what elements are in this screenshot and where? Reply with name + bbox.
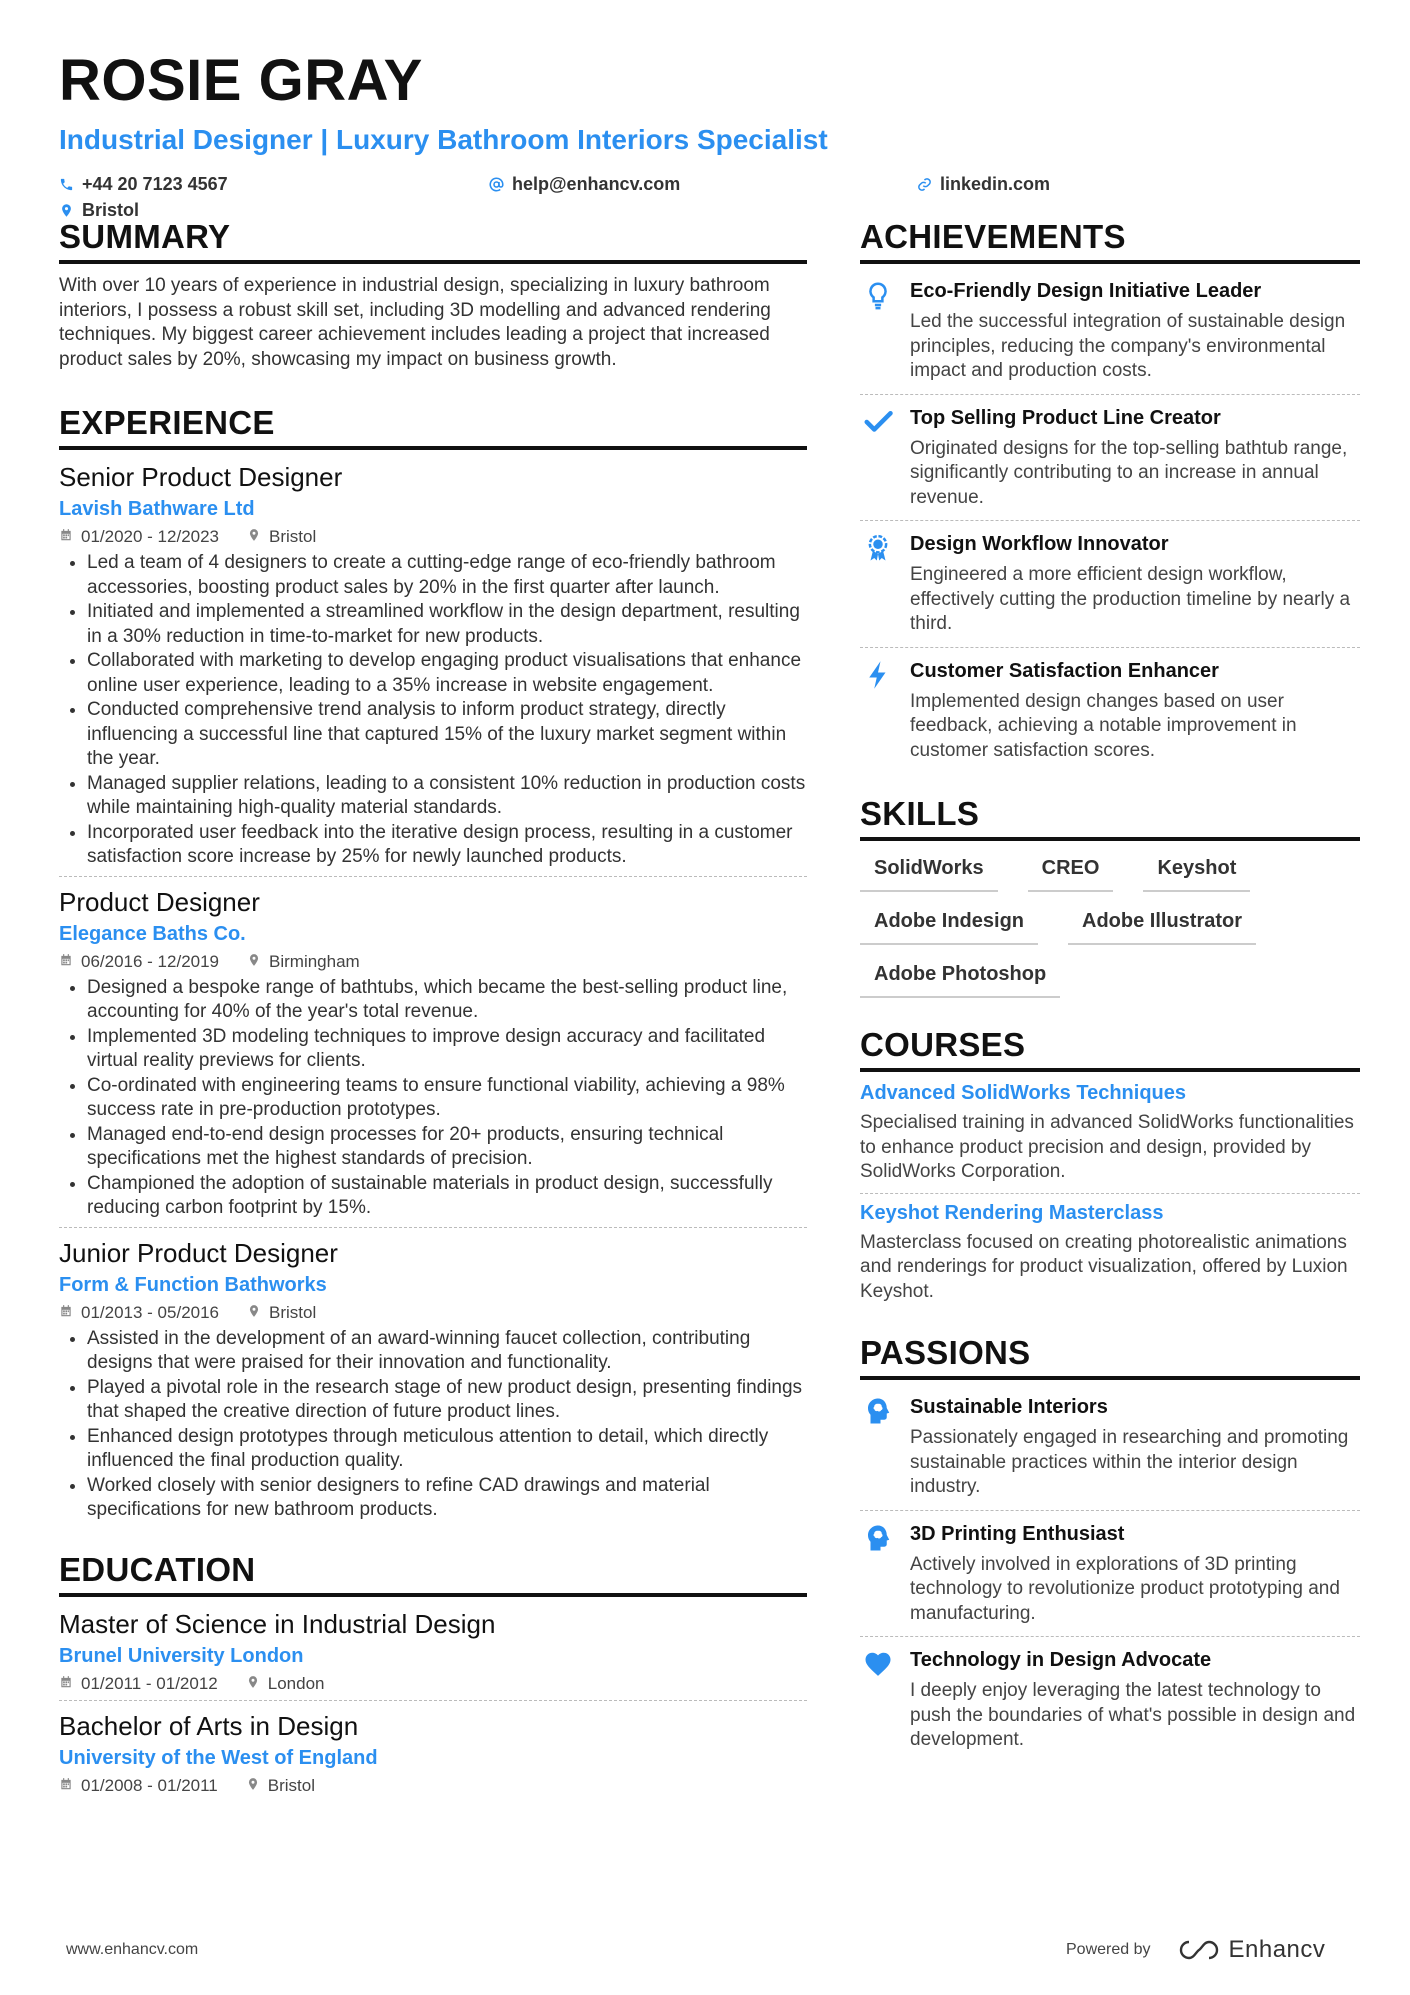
location-text: Birmingham bbox=[269, 951, 360, 971]
date-location-row bbox=[59, 527, 807, 547]
achievement-description: Originated designs for the top-selling bathtub range, significantly contributing to an increase in annual revenue. bbox=[910, 437, 1348, 508]
achievement-body bbox=[910, 658, 1360, 764]
job-entry bbox=[59, 460, 807, 877]
bullet-item: • Managed end-to-end design processes for 20+ products, ensuring technical specifications met the highest standards of precision. bbox=[87, 1123, 807, 1172]
passion-item bbox=[860, 1637, 1360, 1763]
course-entry bbox=[860, 1194, 1360, 1313]
bullet-item: • Assisted in the development of an award-winning faucet collection, contributing designs that were praised for their innovation and functionality. bbox=[87, 1327, 807, 1376]
course-entry bbox=[860, 1074, 1360, 1194]
bullet-item: • Incorporated user feedback into the iterative design process, resulting in a customer satisfaction score increase by 25% for newly launched products. bbox=[87, 821, 807, 870]
location-pin-icon bbox=[246, 1776, 260, 1796]
right-column bbox=[860, 218, 1360, 1763]
date-range bbox=[59, 952, 219, 972]
passion-title: 3D Printing Enthusiast bbox=[910, 1522, 1125, 1545]
location-pin-icon bbox=[247, 527, 261, 547]
skills-list bbox=[860, 841, 1360, 998]
passion-body bbox=[910, 1647, 1360, 1753]
enhancv-logo-icon bbox=[1177, 1938, 1221, 1962]
brand-name: Enhancv bbox=[1228, 1936, 1326, 1963]
achievement-title: Design Workflow Innovator bbox=[910, 533, 1169, 555]
passion-body bbox=[910, 1394, 1360, 1500]
courses-heading: COURSES bbox=[860, 1026, 1360, 1072]
education-entry bbox=[59, 1709, 807, 1802]
footer-website[interactable]: www.enhancv.com bbox=[66, 1941, 199, 1958]
skills-heading: SKILLS bbox=[860, 795, 1360, 841]
company-name[interactable]: Lavish Bathware Ltd bbox=[59, 498, 255, 520]
location-text: Bristol bbox=[267, 1775, 315, 1795]
date-text: 01/2013 - 05/2016 bbox=[81, 1302, 220, 1322]
education-heading: EDUCATION bbox=[59, 1551, 807, 1597]
passion-description: Actively involved in explorations of 3D printing technology to revolutionize product prototyping and manufacturing. bbox=[910, 1553, 1340, 1624]
job-entry bbox=[59, 885, 807, 1228]
job-location bbox=[247, 1303, 316, 1323]
job-location bbox=[246, 1674, 325, 1694]
school-name[interactable]: Brunel University London bbox=[59, 1644, 304, 1667]
passion-title: Sustainable Interiors bbox=[910, 1396, 1108, 1418]
heart-icon bbox=[860, 1647, 896, 1753]
skill-tag: Keyshot bbox=[1143, 853, 1250, 892]
date-text: 01/2011 - 01/2012 bbox=[81, 1673, 218, 1693]
location-text: Bristol bbox=[82, 200, 140, 220]
bullet-item: • Designed a bespoke range of bathtubs, which became the best-selling product line, accounting for 40% of the year's total revenue. bbox=[87, 976, 807, 1025]
course-description: Specialised training in advanced SolidWorks functionalities to enhance product precision and design, provided by SolidWorks Corporation. bbox=[860, 1112, 1354, 1182]
passions-heading: PASSIONS bbox=[860, 1334, 1360, 1380]
achievement-item bbox=[860, 268, 1360, 395]
education-entry bbox=[59, 1607, 807, 1701]
job-role: Junior Product Designer bbox=[59, 1237, 338, 1268]
date-range bbox=[59, 1776, 218, 1796]
bullet-item: • Co-ordinated with engineering teams to ensure functional viability, achieving a 98% success rate in pre-production prototypes. bbox=[87, 1074, 807, 1123]
achievement-body bbox=[910, 278, 1360, 384]
job-role: Senior Product Designer bbox=[59, 462, 343, 492]
passions-list bbox=[860, 1384, 1360, 1763]
powered-by-text: Powered by bbox=[1066, 1941, 1151, 1958]
candidate-title: Industrial Designer | Luxury Bathroom Interiors Specialist bbox=[59, 124, 828, 155]
link-icon bbox=[917, 177, 932, 192]
bullet-item: • Enhanced design prototypes through meticulous attention to detail, which directly influenced the final production quality. bbox=[87, 1425, 807, 1474]
achievement-body bbox=[910, 405, 1360, 511]
job-location bbox=[247, 527, 316, 547]
at-sign-icon bbox=[489, 177, 504, 192]
summary-text: With over 10 years of experience in industrial design, specializing in luxury bathroom interiors, I possess a robust skill set, including 3D modelling and advanced rendering techniques. My biggest career achievement includes leading a project that increased product sales by 20%, showcasing my impact on business growth. bbox=[59, 275, 771, 370]
job-role: Product Designer bbox=[59, 886, 260, 917]
date-range bbox=[59, 527, 219, 547]
job-entry bbox=[59, 1236, 807, 1529]
achievement-description: Led the successful integration of sustainable design principles, reducing the company's environmental impact and production costs. bbox=[910, 311, 1346, 381]
skill-tag: CREO bbox=[1028, 853, 1114, 892]
location-pin-icon bbox=[247, 1303, 261, 1323]
location-pin-icon bbox=[247, 952, 261, 972]
company-name[interactable]: Form & Function Bathworks bbox=[59, 1273, 327, 1296]
job-bullets bbox=[59, 551, 807, 870]
lightning-bolt-icon bbox=[860, 658, 896, 764]
passion-item bbox=[860, 1384, 1360, 1511]
passion-body bbox=[910, 1521, 1360, 1627]
achievement-body bbox=[910, 531, 1360, 637]
achievement-item bbox=[860, 648, 1360, 774]
candidate-name: ROSIE GRAY bbox=[59, 48, 423, 113]
location-text: Bristol bbox=[269, 1302, 317, 1322]
location-text: Bristol bbox=[269, 527, 317, 546]
bullet-item: • Managed supplier relations, leading to a consistent 10% reduction in production costs while maintaining high-quality material standards. bbox=[87, 772, 807, 821]
course-description: Masterclass focused on creating photorealistic animations and renderings for product visualization, offered by Luxion Keyshot. bbox=[860, 1231, 1348, 1302]
achievement-description: Engineered a more efficient design workflow, effectively cutting the production timeline by nearly a third. bbox=[910, 564, 1351, 634]
head-brain-icon bbox=[860, 1394, 896, 1500]
calendar-icon bbox=[59, 952, 73, 972]
experience-list bbox=[59, 460, 807, 1529]
date-location-row bbox=[59, 1674, 807, 1694]
date-text: 01/2008 - 01/2011 bbox=[81, 1775, 218, 1795]
contact-linkedin[interactable] bbox=[917, 174, 1050, 195]
job-location bbox=[247, 952, 360, 972]
passion-description: Passionately engaged in researching and promoting sustainable practices within the interior design industry. bbox=[910, 1427, 1349, 1497]
date-location-row bbox=[59, 1776, 807, 1796]
company-name[interactable]: Elegance Baths Co. bbox=[59, 922, 246, 945]
achievement-title: Customer Satisfaction Enhancer bbox=[910, 659, 1219, 682]
resume-header bbox=[59, 40, 1359, 218]
education-list bbox=[59, 1607, 807, 1802]
achievement-description: Implemented design changes based on user feedback, achieving a notable improvement in customer satisfaction scores. bbox=[910, 690, 1297, 761]
bullet-item: • Led a team of 4 designers to create a cutting-edge range of eco-friendly bathroom accessories, boosting product sales by 20% in the first quarter after launch. bbox=[87, 551, 807, 600]
calendar-icon bbox=[59, 1303, 73, 1323]
bullet-item: • Championed the adoption of sustainable materials in product design, successfully reducing carbon footprint by 15%. bbox=[87, 1172, 807, 1221]
left-column bbox=[59, 218, 807, 1810]
calendar-icon bbox=[59, 1776, 73, 1796]
skill-tag: Adobe Illustrator bbox=[1068, 906, 1256, 945]
degree-title: Bachelor of Arts in Design bbox=[59, 1710, 359, 1741]
award-ribbon-icon bbox=[860, 531, 896, 637]
achievement-item bbox=[860, 521, 1360, 648]
email-text: help@enhancv.com bbox=[512, 174, 681, 194]
date-text: 06/2016 - 12/2019 bbox=[81, 951, 220, 971]
passion-description: I deeply enjoy leveraging the latest technology to push the boundaries of what's possible in design and development. bbox=[910, 1680, 1356, 1750]
passion-title: Technology in Design Advocate bbox=[910, 1649, 1212, 1671]
phone-text: +44 20 7123 4567 bbox=[82, 174, 228, 194]
achievement-title: Top Selling Product Line Creator bbox=[910, 406, 1221, 429]
date-location-row bbox=[59, 952, 807, 972]
job-bullets bbox=[59, 1327, 807, 1523]
course-title[interactable]: Advanced SolidWorks Techniques bbox=[860, 1082, 1186, 1104]
location-pin-icon bbox=[246, 1674, 260, 1694]
course-title[interactable]: Keyshot Rendering Masterclass bbox=[860, 1201, 1164, 1224]
achievements-heading: ACHIEVEMENTS bbox=[860, 218, 1360, 264]
courses-list bbox=[860, 1074, 1360, 1312]
achievements-list bbox=[860, 268, 1360, 773]
job-bullets bbox=[59, 976, 807, 1221]
linkedin-text: linkedin.com bbox=[940, 174, 1051, 194]
date-range bbox=[59, 1674, 218, 1694]
phone-icon bbox=[59, 177, 74, 192]
degree-title: Master of Science in Industrial Design bbox=[59, 1608, 496, 1639]
passion-item bbox=[860, 1511, 1360, 1638]
footer-branding bbox=[1066, 1936, 1325, 1964]
bullet-item: • Collaborated with marketing to develop engaging product visualisations that enhance online user experience, leading to a 35% increase in website engagement. bbox=[87, 649, 807, 698]
lightbulb-icon bbox=[860, 278, 896, 384]
checkmark-icon bbox=[860, 405, 896, 511]
location-pin-icon bbox=[59, 203, 74, 218]
contact-bar bbox=[59, 164, 1359, 218]
skill-tag: Adobe Photoshop bbox=[860, 959, 1060, 998]
calendar-icon bbox=[59, 1674, 73, 1694]
skill-tag: SolidWorks bbox=[860, 853, 998, 892]
brand-logo[interactable] bbox=[1177, 1936, 1326, 1964]
bullet-item: • Initiated and implemented a streamlined workflow in the design department, resulting in a 30% reduction in time-to-market for new products. bbox=[87, 600, 807, 649]
job-location bbox=[246, 1776, 315, 1796]
bullet-item: • Conducted comprehensive trend analysis to inform product strategy, directly influencing a successful line that captured 15% of the luxury market segment within the year. bbox=[87, 698, 807, 772]
contact-phone[interactable] bbox=[59, 174, 228, 195]
achievement-title: Eco-Friendly Design Initiative Leader bbox=[910, 280, 1262, 302]
head-brain-icon bbox=[860, 1521, 896, 1627]
date-text: 01/2020 - 12/2023 bbox=[81, 527, 220, 546]
skill-tag: Adobe Indesign bbox=[860, 906, 1038, 945]
school-name[interactable]: University of the West of England bbox=[59, 1746, 378, 1769]
calendar-icon bbox=[59, 527, 73, 547]
contact-email[interactable] bbox=[489, 174, 680, 195]
experience-heading: EXPERIENCE bbox=[59, 404, 807, 450]
location-text: London bbox=[267, 1673, 325, 1693]
summary-heading: SUMMARY bbox=[59, 218, 807, 264]
bullet-item: • Played a pivotal role in the research stage of new product design, presenting findings that shaped the creative direction of future product lines. bbox=[87, 1376, 807, 1425]
bullet-item: • Implemented 3D modeling techniques to improve design accuracy and facilitated virtual reality previews for clients. bbox=[87, 1025, 807, 1074]
achievement-item bbox=[860, 395, 1360, 522]
date-location-row bbox=[59, 1303, 807, 1323]
bullet-item: • Worked closely with senior designers to refine CAD drawings and material specifications for new bathroom products. bbox=[87, 1474, 807, 1523]
date-range bbox=[59, 1303, 219, 1323]
